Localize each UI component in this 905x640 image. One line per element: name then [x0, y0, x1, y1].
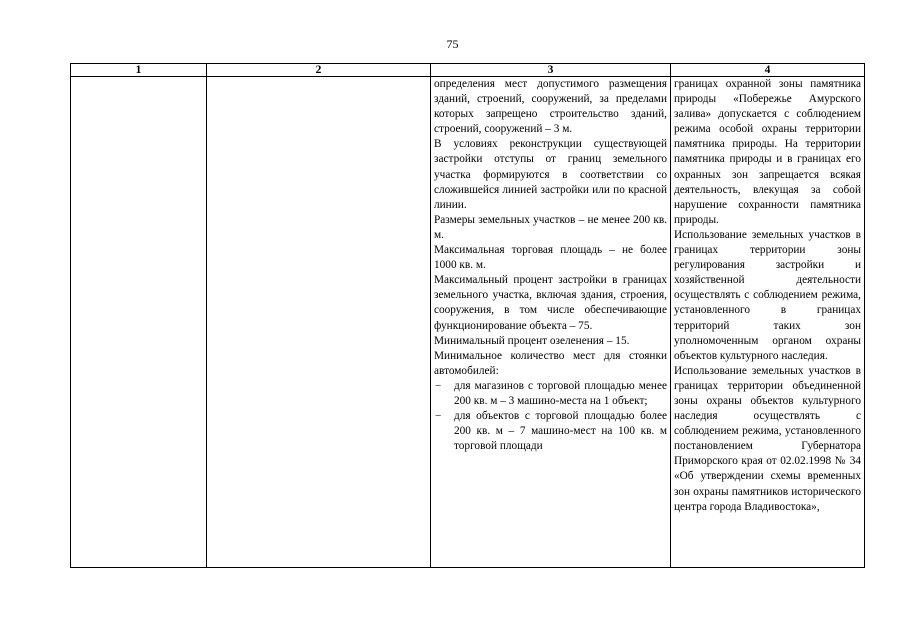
col3-paragraph: Минимальное количество мест для стоянки автомобилей:	[434, 349, 667, 377]
list-item: − для объектов с торговой площадью более 200 кв. м – 7 машино-мест на 100 кв. м торговой площади	[434, 409, 667, 454]
cell-col4	[671, 77, 865, 568]
column-header-4: 4	[671, 64, 865, 77]
col3-paragraph: В условиях реконструкции существующей застройки отступы от границ земельного участка формируются в соответствии со сложившейся линией застройки или по красной линии.	[434, 138, 667, 211]
list-item: − для магазинов с торговой площадью менее 200 кв. м – 3 машино-места на 1 объект;	[434, 379, 667, 409]
col4-paragraph: Использование земельных участков в границах территории зоны регулирования застройки и хозяйственной деятельности осуществлять с соблюдением режима, установленного в границах территорий таких зон уполномоченным органом охраны объектов культурного наследия.	[674, 228, 861, 362]
cell-col2	[207, 77, 431, 568]
parking-list	[434, 379, 667, 454]
col3-paragraph: Минимальный процент озеленения – 15.	[434, 334, 630, 347]
document-table	[70, 63, 865, 568]
col3-paragraph: Максимальная торговая площадь – не более 1000 кв. м.	[434, 244, 667, 272]
col3-paragraph: определения мест допустимого размещения зданий, строений, сооружений, за пределами которых запрещено строительство зданий, строений, сооружений – 3 м.	[434, 78, 667, 136]
col3-paragraph: Максимальный процент застройки в границах земельного участка, включая здания, строения, сооружения, в том числе обеспечивающие функционирование объекта – 75.	[434, 274, 667, 332]
column-header-2: 2	[207, 64, 431, 77]
col4-paragraph: Использование земельных участков в границах территории объединенной зоны охраны объектов культурного наследия осуществлять с соблюдением режима, установленного постановлением Губернатора Приморского края от 02.02.1998 № 34 «Об утверждении схемы временных зон охраны памятников исторического центра города Владивостока»,	[674, 364, 861, 513]
table-row	[71, 77, 865, 568]
header-row	[71, 64, 865, 77]
page-number: 75	[446, 37, 459, 51]
col4-paragraph: границах охранной зоны памятника природы «Побережье Амурского залива» допускается с соблюдением режима особой охраны территории памятника природы. На территории памятника природы и в границах его охранных зон запрещается всякая деятельность, влекущая за собой нарушение сохранности памятника природы.	[674, 78, 861, 226]
column-header-1: 1	[71, 64, 207, 77]
column-header-3: 3	[431, 64, 671, 77]
cell-col1	[71, 77, 207, 568]
cell-col3	[431, 77, 671, 568]
col3-paragraph: Размеры земельных участков – не менее 200 кв. м.	[434, 213, 667, 241]
